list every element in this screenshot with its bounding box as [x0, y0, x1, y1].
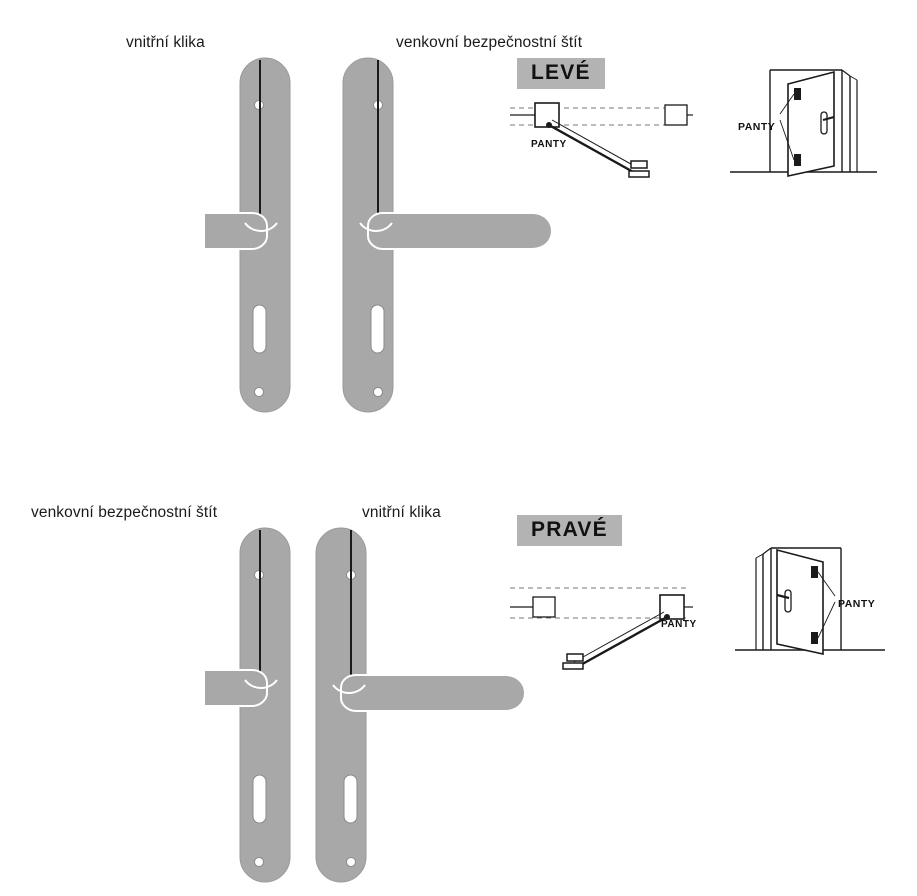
- hinge-label-bottom-plan: PANTY: [661, 619, 697, 630]
- plate-inner-handle-top: [205, 55, 325, 415]
- label-inner-handle-bottom: vnitřní klika: [362, 504, 441, 521]
- badge-left: LEVÉ: [517, 58, 605, 89]
- jamb-box-hinge: [660, 595, 684, 619]
- label-outer-shield-top: venkovní bezpečnostní štít: [396, 34, 583, 51]
- badge-right: PRAVÉ: [517, 515, 622, 546]
- keyhole-slot: [344, 775, 357, 823]
- hinge-lower: [811, 632, 818, 644]
- hinge-upper: [811, 566, 818, 578]
- plan-schematic-right: [505, 575, 695, 685]
- label-outer-shield-bottom: venkovní bezpečnostní štít: [31, 504, 218, 521]
- keyhole-slot: [371, 305, 384, 353]
- screw-hole-bottom: [374, 388, 383, 397]
- hinge-label-top-door: PANTY: [738, 121, 776, 133]
- plate-outer-shield-bottom: [205, 525, 325, 885]
- wall-bevel: [756, 554, 763, 558]
- jamb-box-latch: [533, 597, 555, 617]
- keyhole-slot: [253, 305, 266, 353]
- lever-right: [341, 675, 525, 711]
- screw-hole-bottom: [347, 858, 356, 867]
- hinge-upper: [794, 88, 801, 100]
- handle-marker: [563, 654, 583, 669]
- handle-marker: [629, 161, 649, 177]
- plan-schematic-left: [505, 95, 695, 205]
- label-inner-handle-top: vnitřní klika: [126, 34, 205, 51]
- frame-bevel: [763, 548, 771, 554]
- screw-hole-bottom: [255, 858, 264, 867]
- hinge-label-bottom-door: PANTY: [838, 598, 876, 610]
- keyhole-slot: [253, 775, 266, 823]
- jamb-box-latch: [665, 105, 687, 125]
- screw-hole-bottom: [255, 388, 264, 397]
- lever-right: [368, 213, 552, 249]
- door-leaf: [577, 617, 667, 667]
- hinge-lower: [794, 154, 801, 166]
- frame-bevel: [842, 70, 850, 76]
- hinge-label-top-plan: PANTY: [531, 139, 567, 150]
- wall-bevel: [850, 76, 857, 80]
- hinge-pivot: [546, 122, 552, 128]
- door-leaf-edge: [574, 612, 664, 662]
